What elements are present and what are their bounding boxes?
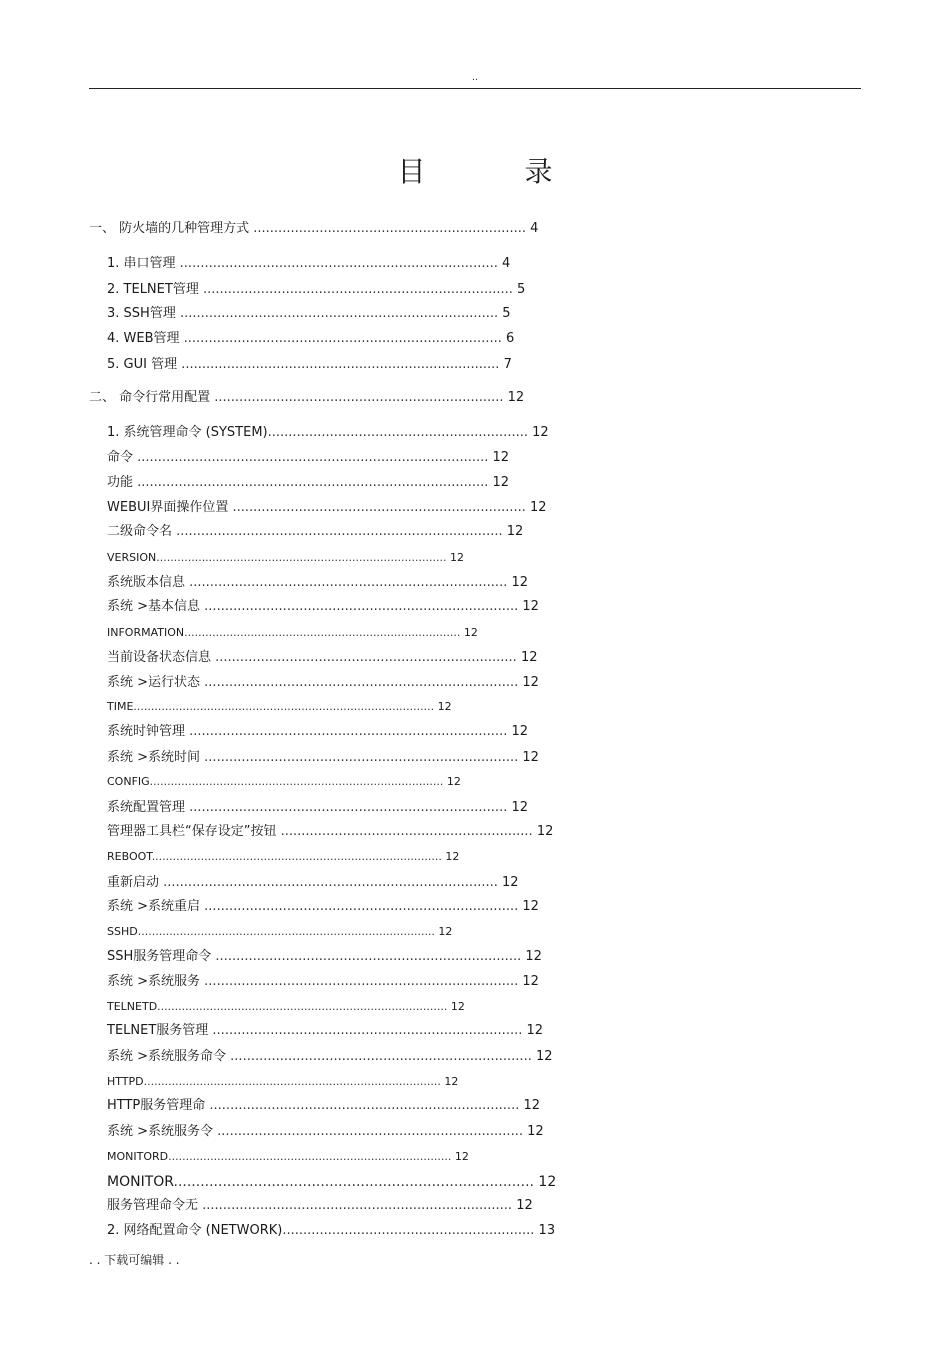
toc-entry <box>107 675 539 691</box>
toc-entry-title: TELNET服务管理 <box>107 1023 213 1038</box>
toc-entry-title: TIME <box>107 700 134 713</box>
toc-entry-page-number: 12 <box>512 1198 533 1213</box>
toc-entry <box>107 1149 469 1165</box>
toc-entry-title: SSHD <box>107 925 138 938</box>
toc-entry-title: 1. 系统管理命令 (SYSTEM) <box>107 425 268 440</box>
toc-entry <box>107 599 539 615</box>
toc-entry <box>107 875 519 891</box>
toc-entry-page-number: 12 <box>525 500 547 515</box>
toc-entry-page-number: 6 <box>501 331 515 346</box>
toc-entry-title: 二级命令名 <box>107 524 177 539</box>
toc-entry <box>107 800 528 816</box>
toc-entry-title: 系统 >系统服务令 <box>107 1124 218 1139</box>
toc-entry <box>107 475 509 491</box>
toc-entry <box>107 1098 540 1114</box>
toc-entry <box>107 724 528 740</box>
toc-entry-leader: ............................................................................ <box>204 750 519 765</box>
toc-entry-title: 一、 防火墙的几种管理方式 <box>89 221 254 236</box>
toc-entry <box>107 974 539 990</box>
toc-entry-title: 重新启动 <box>107 875 164 890</box>
toc-entry-page-number: 12 <box>518 599 539 614</box>
toc-entry <box>107 1174 556 1190</box>
toc-entry <box>107 774 461 790</box>
toc-entry-title: INFORMATION <box>107 626 185 639</box>
header-mark: .. <box>471 72 479 83</box>
toc-entry <box>89 390 524 406</box>
toc-entry-title: SSH服务管理命令 <box>107 949 216 964</box>
toc-entry-title: HTTPD <box>107 1075 144 1088</box>
toc-entry-title: 管理器工具栏“保存设定”按钮 <box>107 824 281 839</box>
toc-entry-page-number: 13 <box>534 1223 556 1238</box>
toc-entry-page-number: 12 <box>434 925 453 938</box>
toc-entry-leader: ............................................................................ <box>204 675 519 690</box>
toc-entry <box>107 699 452 715</box>
toc-entry <box>107 750 539 766</box>
toc-entry <box>107 625 478 641</box>
toc-entry-page-number: 5 <box>512 282 526 297</box>
toc-entry-title: 系统 >系统重启 <box>107 899 205 914</box>
toc-entry-page-number: 12 <box>518 750 539 765</box>
footer-text: . . 下载可编辑 . . <box>89 1253 180 1267</box>
header-rule <box>89 88 861 89</box>
toc-entry-page-number: 12 <box>507 724 529 739</box>
toc-entry-page-number: 12 <box>507 575 529 590</box>
toc-entry-leader: ...................................................................................... <box>133 700 435 713</box>
toc-entry-title: 系统 >运行状态 <box>107 675 205 690</box>
toc-entry-title: 5. GUI 管理 <box>107 357 182 372</box>
toc-entry-title: 2. 网络配置命令 (NETWORK) <box>107 1223 283 1238</box>
toc-entry <box>107 949 542 965</box>
toc-entry-page-number: 12 <box>460 626 478 639</box>
toc-entry-leader: ............................................................................ <box>204 974 519 989</box>
toc-entry-leader: ............................................................................. <box>183 331 502 346</box>
toc-entry <box>107 650 538 666</box>
toc-entry-title: 系统版本信息 <box>107 575 190 590</box>
toc-entry <box>107 550 464 566</box>
toc-entry <box>107 425 549 441</box>
toc-entry-leader: ..................................................................................... <box>137 925 435 938</box>
toc-entry <box>107 924 452 940</box>
toc-entry-leader: .......................................................................... <box>217 1124 523 1139</box>
toc-entry <box>107 849 459 865</box>
toc-entry-leader: ....................................................................... <box>232 500 526 515</box>
toc-entry-page-number: 4 <box>497 256 511 271</box>
toc-entry-title: CONFIG <box>107 775 150 788</box>
toc-entry <box>107 306 511 322</box>
toc-entry <box>107 824 553 840</box>
toc-entry <box>107 1049 553 1065</box>
toc-entry <box>107 999 465 1015</box>
toc-entry-title: 系统 >系统时间 <box>107 750 205 765</box>
toc-entry-title: HTTP服务管理命 <box>107 1098 210 1113</box>
toc-entry-leader: ................................................................................. <box>173 1174 534 1190</box>
toc-entry-title: 系统时钟管理 <box>107 724 190 739</box>
toc-entry-leader: ........................................................................... <box>202 1198 513 1213</box>
toc-entry-leader: ............................................................... <box>267 425 528 440</box>
toc-entry-leader: ............................................................................. <box>189 724 508 739</box>
toc-entry-title: 当前设备状态信息 <box>107 650 216 665</box>
toc-entry-page-number: 5 <box>498 306 511 321</box>
toc-entry-title: 服务管理命令无 <box>107 1198 203 1213</box>
toc-entry-title: 二、 命令行常用配置 <box>89 390 215 405</box>
toc-entry-title: 3. SSH管理 <box>107 306 180 321</box>
toc-entry-page-number: 12 <box>522 1023 544 1038</box>
toc-entry-leader: ............................................................. <box>280 824 533 839</box>
toc-entry-leader: ............................................................................... <box>176 524 503 539</box>
toc-entry-page-number: 12 <box>532 824 554 839</box>
toc-entry-title: REBOOT <box>107 850 152 863</box>
toc-entry-title: 功能 <box>107 475 138 490</box>
toc-entry-leader: .................................................................................... <box>149 775 444 788</box>
toc-entry <box>107 450 509 466</box>
toc-entry-leader: .................................................................. <box>253 221 526 236</box>
toc-entry-page-number: 12 <box>518 675 539 690</box>
toc-entry-page-number: 12 <box>440 1075 459 1088</box>
toc-entry-leader: ..................................................................................... <box>143 1075 441 1088</box>
toc-entry-leader: ............................................................................ <box>204 899 519 914</box>
toc-entry-title: VERSION <box>107 551 157 564</box>
toc-entry <box>107 524 523 540</box>
toc-entry-leader: ............................................................................. <box>179 256 498 271</box>
toc-entry-leader: ........................................................................... <box>212 1023 523 1038</box>
toc-entry <box>107 1074 458 1090</box>
toc-entry-leader: ......................................................................... <box>230 1049 532 1064</box>
toc-entry-page-number: 12 <box>533 1174 557 1190</box>
toc-entry-leader: ................................................................................. <box>163 875 498 890</box>
toc-entry-page-number: 4 <box>526 221 539 236</box>
toc-entry-title: TELNETD <box>107 1000 158 1013</box>
toc-entry-page-number: 12 <box>518 899 539 914</box>
toc-entry-page-number: 12 <box>531 1049 553 1064</box>
toc-entry-title: 系统配置管理 <box>107 800 190 815</box>
toc-entry-page-number: 12 <box>507 800 529 815</box>
toc-entry-title: 系统 >系统服务 <box>107 974 205 989</box>
toc-entry-leader: ......................................................................... <box>215 650 517 665</box>
toc-entry-page-number: 12 <box>497 875 519 890</box>
toc-entry-leader: ................................................................................. <box>168 1150 452 1163</box>
toc-entry <box>107 1223 555 1239</box>
toc-entry-page-number: 12 <box>527 425 549 440</box>
toc-entry-leader: ..................................................................................... <box>137 475 489 490</box>
toc-entry-page-number: 12 <box>503 390 525 405</box>
toc-entry-page-number: 12 <box>516 650 538 665</box>
toc-entry-leader: ..................................................................................... <box>137 450 489 465</box>
toc-entry <box>107 575 528 591</box>
toc-entry-leader: ................................................................................... <box>151 850 442 863</box>
toc-entry-page-number: 12 <box>451 1150 469 1163</box>
toc-entry-title: WEBUI界面操作位置 <box>107 500 233 515</box>
toc-entry-title: 1. 串口管理 <box>107 256 180 271</box>
toc-entry-leader: ............................................................. <box>282 1223 535 1238</box>
toc-entry-leader: ............................................................................. <box>179 306 499 321</box>
toc-entry-title: 系统 >基本信息 <box>107 599 205 614</box>
toc-entry-page-number: 12 <box>488 475 510 490</box>
toc-entry-title: MONITORD <box>107 1150 169 1163</box>
toc-entry-title: 2. TELNET管理 <box>107 282 203 297</box>
toc-entry-page-number: 12 <box>434 700 452 713</box>
toc-entry-page-number: 12 <box>519 1098 541 1113</box>
toc-entry-leader: ...................................................................... <box>214 390 504 405</box>
toc-entry-page-number: 12 <box>522 1124 544 1139</box>
toc-entry <box>89 221 538 237</box>
toc-entry-leader: ................................................................................... <box>157 1000 448 1013</box>
toc-entry-page-number: 7 <box>499 357 512 372</box>
toc-entry-page-number: 12 <box>521 949 542 964</box>
toc-entry-leader: .......................................................................... <box>215 949 522 964</box>
toc-entry <box>107 1198 533 1214</box>
toc-entry <box>107 357 512 373</box>
toc-entry <box>107 1023 543 1039</box>
toc-entry-page-number: 12 <box>446 551 464 564</box>
toc-entry-title: 系统 >系统服务命令 <box>107 1049 231 1064</box>
toc-entry-leader: ............................................................................. <box>189 800 508 815</box>
toc-entry-leader: ............................................................................... <box>184 626 461 639</box>
toc-entry-leader: ........................................................................... <box>202 282 513 297</box>
toc-entry-leader: ............................................................................. <box>181 357 500 372</box>
toc-entry <box>107 500 547 516</box>
toc-entry-page-number: 12 <box>488 450 510 465</box>
toc-entry-title: 4. WEB管理 <box>107 331 184 346</box>
toc-entry-leader: ............................................................................. <box>189 575 508 590</box>
toc-entry <box>107 331 514 347</box>
toc-entry-leader: ........................................................................... <box>209 1098 520 1113</box>
toc-entry-leader: ................................................................................... <box>156 551 447 564</box>
toc-entry-page-number: 12 <box>443 775 461 788</box>
toc-entry-page-number: 12 <box>441 850 460 863</box>
toc-entry-title: MONITOR <box>107 1174 174 1190</box>
toc-entry-page-number: 12 <box>518 974 539 989</box>
toc-entry <box>107 1124 544 1140</box>
toc-entry-leader: ............................................................................ <box>204 599 519 614</box>
toc-entry <box>107 282 525 298</box>
toc-entry <box>107 256 510 272</box>
toc-entry-title: 命令 <box>107 450 138 465</box>
toc-entry <box>107 899 539 915</box>
toc-entry-page-number: 12 <box>447 1000 465 1013</box>
toc-entry-page-number: 12 <box>502 524 524 539</box>
page-title: 目 录 <box>397 155 598 188</box>
